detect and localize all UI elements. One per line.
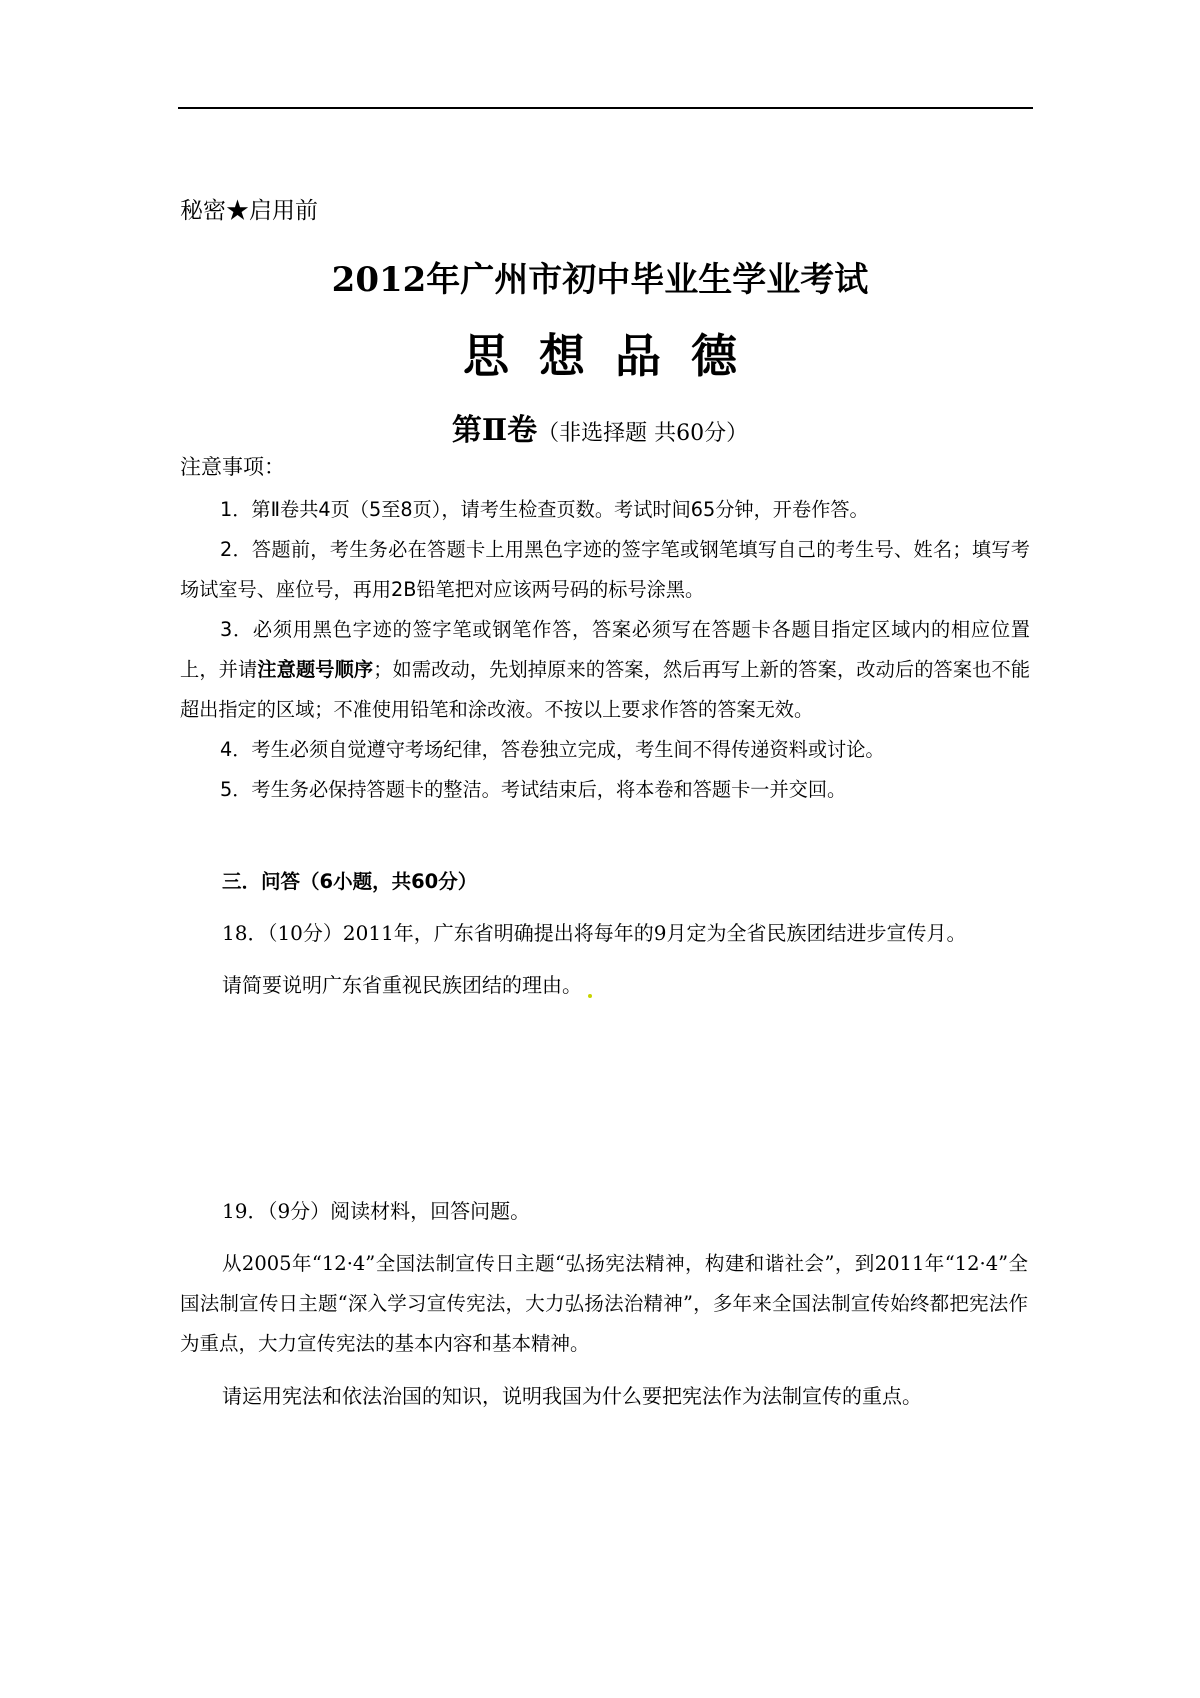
question-18-ask-text: 请简要说明广东省重视民族团结的理由。 bbox=[222, 973, 582, 997]
notice-item-text: 2．答题前，考生务必在答题卡上用黑色字迹的签字笔或钢笔填写自己的考生号、姓名；填写考场试室号、座位号，再用2B铅笔把对应该两号码的标号涂黑。 bbox=[180, 538, 1030, 601]
subject-title: 思想品德 bbox=[463, 329, 767, 383]
notice-item-text: ；如需改动，先划掉原来的答案，然后再写上新的答案，改动后的答案也不能超出指定的区域；不准使用铅笔和涂改液。不按以上要求作答的答案无效。 bbox=[180, 658, 1031, 721]
notice-item-text: 3．必须用黑色字迹的签字笔或钢笔作答，答案必须写在答题卡各题目指定区域内的相应位置上，并请 bbox=[180, 618, 1030, 681]
secret-mark: 秘密★启用前 bbox=[180, 198, 318, 224]
notice-item bbox=[180, 770, 1030, 810]
exam-title: 2012年广州市初中毕业生学业考试 bbox=[331, 260, 869, 300]
notice-item-text: 1．第Ⅱ卷共4页（5至8页），请考生检查页数。考试时间65分钟，开卷作答。 bbox=[220, 498, 869, 521]
question-19-ask: 请运用宪法和依法治国的知识，说明我国为什么要把宪法作为法制宣传的重点。 bbox=[222, 1384, 922, 1408]
notice-item bbox=[180, 490, 1030, 530]
volume-title bbox=[0, 405, 1200, 449]
notice-heading: 注意事项： bbox=[180, 455, 285, 479]
notice-list bbox=[180, 490, 1030, 810]
question-19-stem: 19．（9分）阅读材料，回答问题。 bbox=[222, 1199, 531, 1223]
notice-item-text: 5．考生务必保持答题卡的整洁。考试结束后，将本卷和答题卡一并交回。 bbox=[220, 778, 847, 801]
question-18-stem: 18．（10分）2011年，广东省明确提出将每年的9月定为全省民族团结进步宣传月。 bbox=[222, 921, 967, 945]
volume-sub: （非选择题 共60分） bbox=[537, 421, 749, 446]
material-paragraph: 从2005年“12·4”全国法制宣传日主题“弘扬宪法精神，构建和谐社会”，到2011年“12·4”全国法制宣传日主题“深入学习宣传宪法，大力弘扬法治精神”，多年来全国法制宣传始终都把宪法作为重点，大力宣传宪法的基本内容和基本精神。 bbox=[180, 1252, 1028, 1355]
section-title: 三．问答（6小题，共60分） bbox=[222, 870, 478, 893]
notice-item bbox=[180, 730, 1030, 770]
notice-item bbox=[180, 530, 1030, 610]
notice-item bbox=[180, 610, 1030, 730]
question-18-ask bbox=[222, 969, 593, 998]
header-rule bbox=[178, 107, 1033, 109]
notice-emphasis: 注意题号顺序 bbox=[257, 658, 374, 681]
stray-dot-mark bbox=[588, 994, 592, 998]
volume-main: 第Ⅱ卷 bbox=[451, 413, 538, 448]
question-19-material bbox=[180, 1244, 1028, 1364]
notice-item-text: 4．考生必须自觉遵守考场纪律，答卷独立完成，考生间不得传递资料或讨论。 bbox=[220, 738, 885, 761]
